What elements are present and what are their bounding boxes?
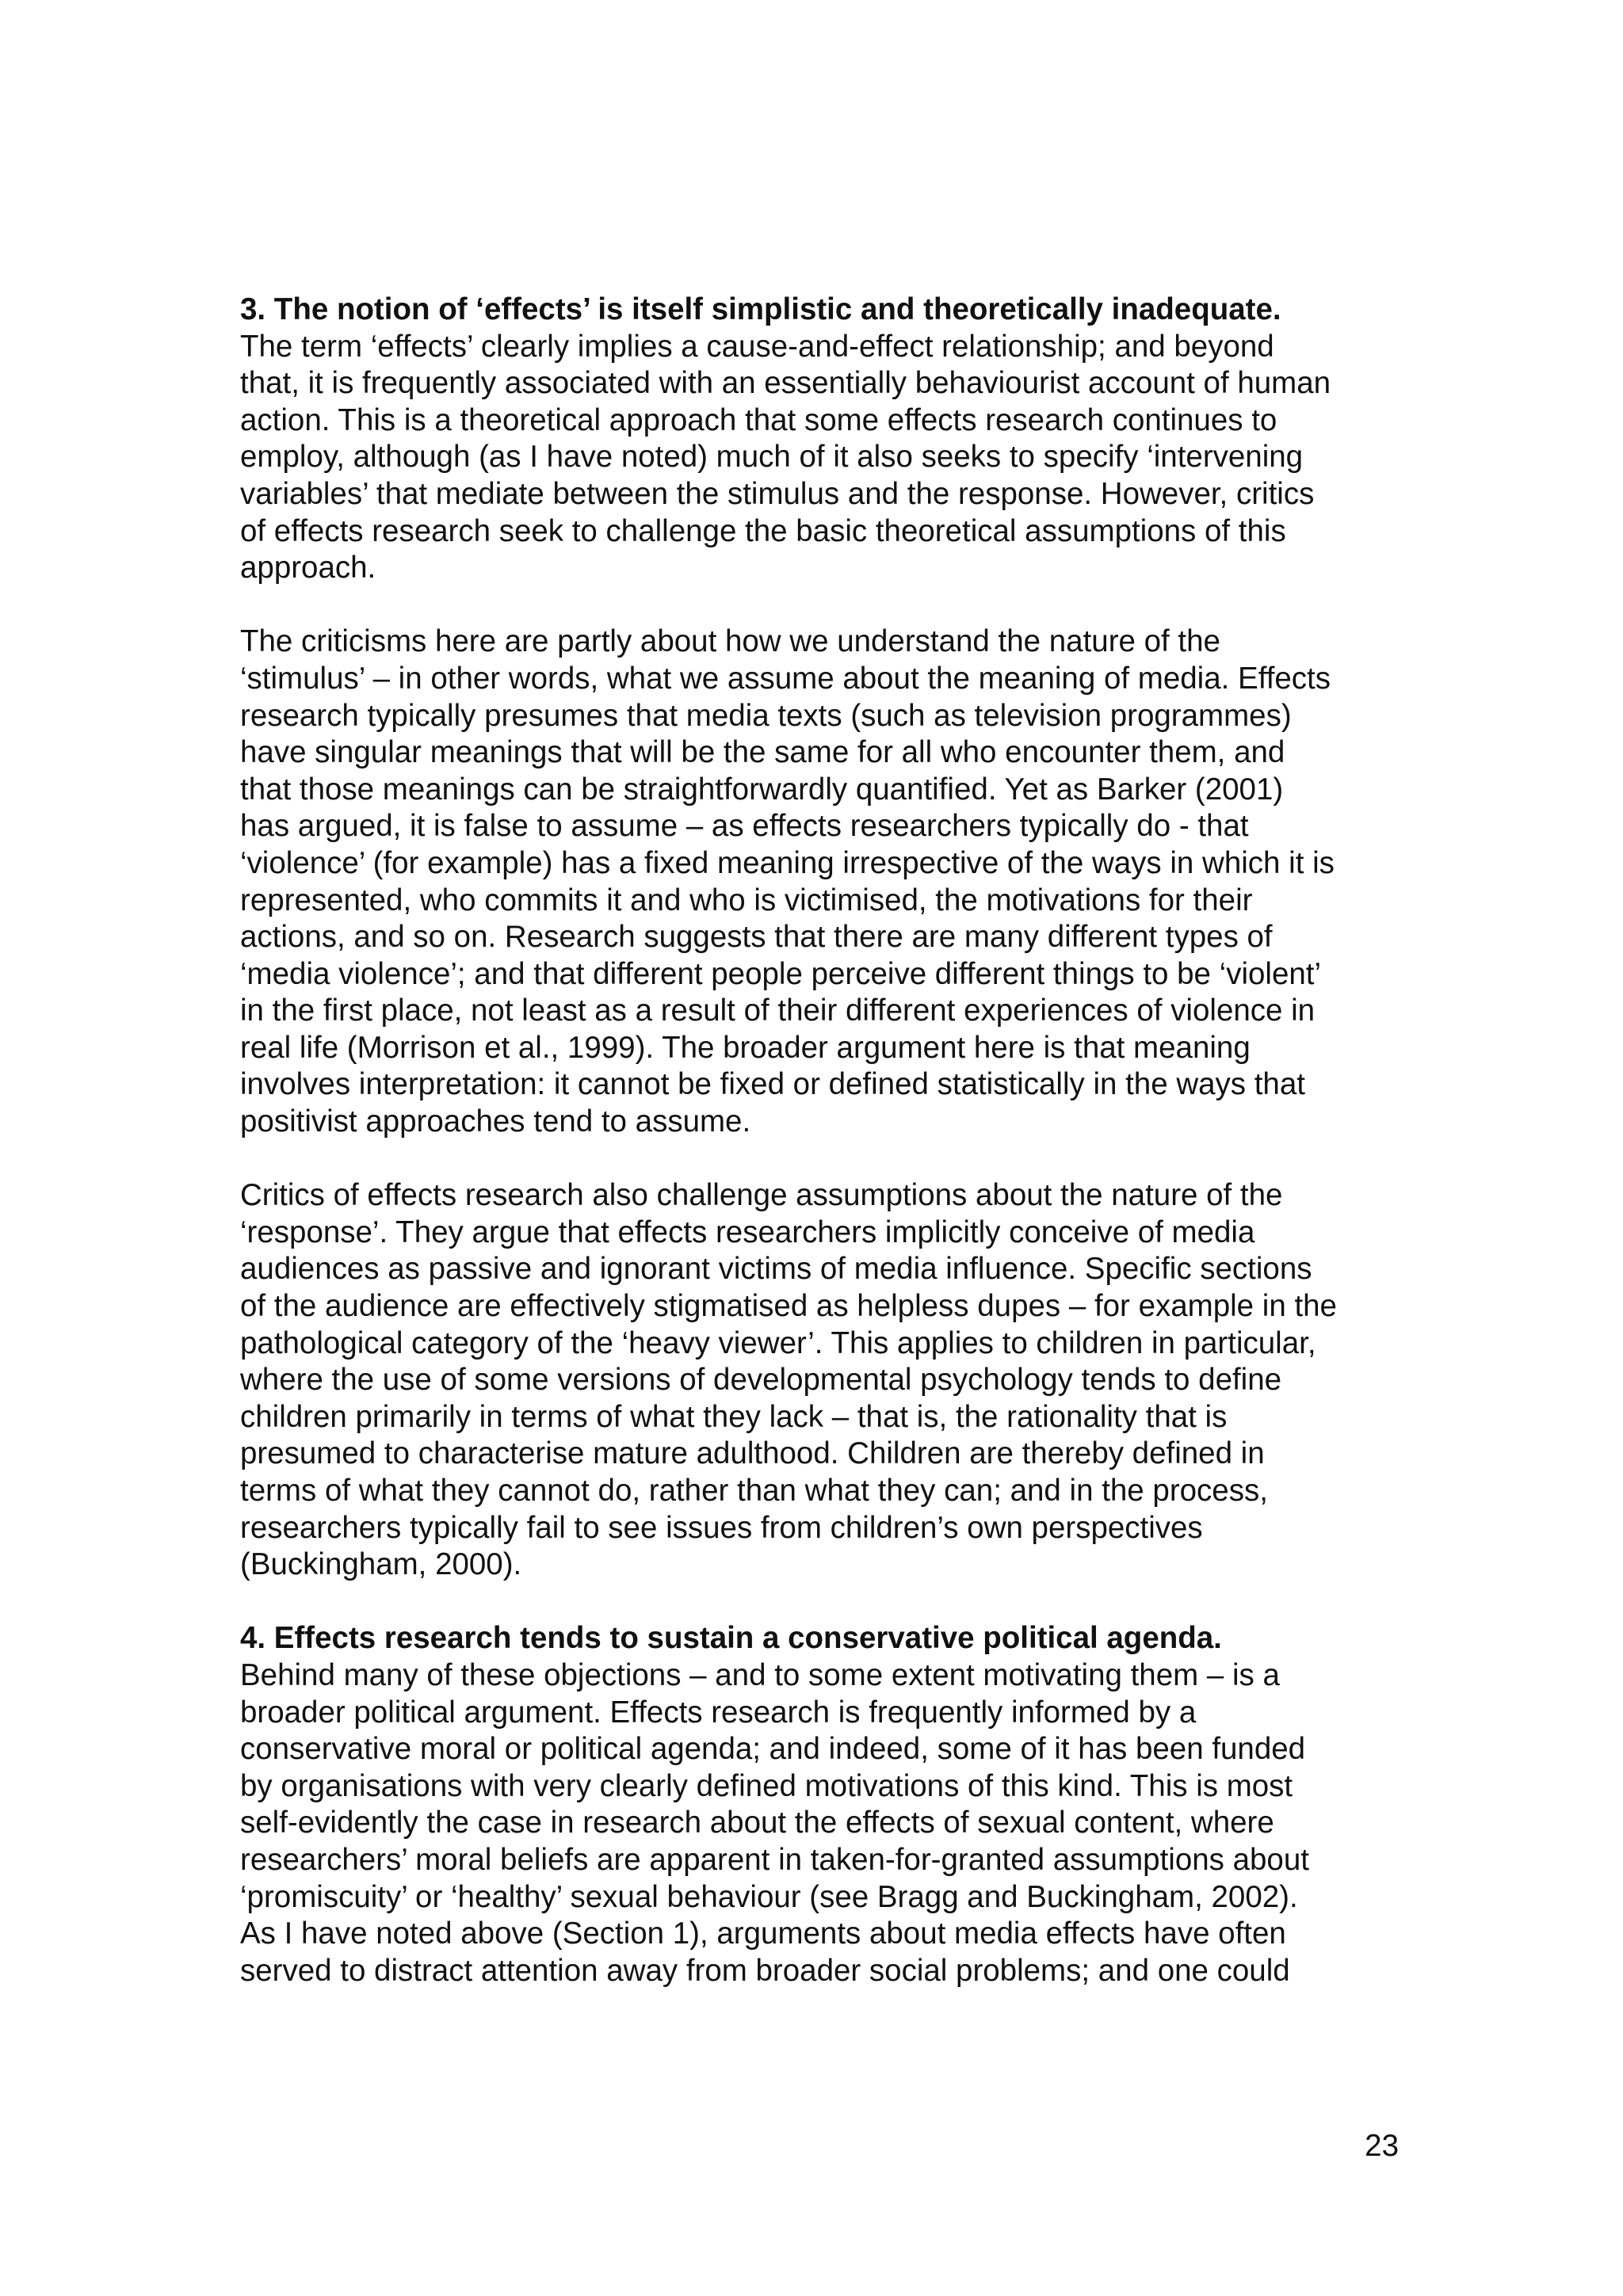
paragraph-political-agenda bbox=[240, 1657, 1399, 1989]
paragraph-stimulus-criticism bbox=[240, 624, 1399, 1140]
text-line: researchers typically fail to see issues from children’s own perspectives bbox=[240, 1510, 1203, 1545]
section-3-heading: 3. The notion of ‘effects’ is itself simplistic and theoretically inadequate. bbox=[240, 292, 1281, 326]
paragraph-response-criticism bbox=[240, 1177, 1399, 1584]
paragraph-effects-term bbox=[240, 329, 1399, 587]
document-body bbox=[240, 292, 1399, 1989]
text-line: ‘media violence’; and that different people perceive different things to be ‘violent’ bbox=[240, 956, 1322, 991]
text-line: pathological category of the ‘heavy viewer’. This applies to children in particular, bbox=[240, 1325, 1316, 1360]
text-line: terms of what they cannot do, rather than what they can; and in the process, bbox=[240, 1474, 1268, 1508]
text-line: Behind many of these objections – and to some extent motivating them – is a bbox=[240, 1657, 1280, 1692]
text-line: (Buckingham, 2000). bbox=[240, 1547, 522, 1582]
text-line: of the audience are effectively stigmatised as helpless dupes – for example in the bbox=[240, 1289, 1337, 1324]
text-line: Critics of effects research also challenge assumptions about the nature of the bbox=[240, 1178, 1283, 1213]
text-line: presumed to characterise mature adulthood. Children are thereby defined in bbox=[240, 1436, 1265, 1471]
text-line: research typically presumes that media texts (such as television programmes) bbox=[240, 698, 1292, 733]
text-line: The term ‘effects’ clearly implies a cause-and-effect relationship; and beyond bbox=[240, 329, 1274, 364]
text-line: approach. bbox=[240, 551, 376, 585]
text-line: ‘promiscuity’ or ‘healthy’ sexual behaviour (see Bragg and Buckingham, 2002). bbox=[240, 1879, 1298, 1914]
text-line: served to distract attention away from broader social problems; and one could bbox=[240, 1953, 1290, 1988]
text-line: represented, who commits it and who is victimised, the motivations for their bbox=[240, 883, 1253, 917]
text-line: in the first place, not least as a result of their different experiences of violence in bbox=[240, 994, 1316, 1028]
paragraph-gap bbox=[240, 587, 1399, 624]
text-line: self-evidently the case in research about the effects of sexual content, where bbox=[240, 1806, 1274, 1840]
text-line: conservative moral or political agenda; and indeed, some of it has been funded bbox=[240, 1732, 1306, 1767]
text-line: children primarily in terms of what they lack – that is, the rationality that is bbox=[240, 1399, 1228, 1434]
text-line: researchers’ moral beliefs are apparent in taken-for-granted assumptions about bbox=[240, 1842, 1309, 1877]
text-line: action. This is a theoretical approach that some effects research continues to bbox=[240, 402, 1277, 437]
text-line: that those meanings can be straightforwardly quantified. Yet as Barker (2001) bbox=[240, 772, 1284, 807]
section-4-heading: 4. Effects research tends to sustain a conservative political agenda. bbox=[240, 1621, 1222, 1656]
text-line: broader political argument. Effects research is frequently informed by a bbox=[240, 1695, 1197, 1730]
text-line: of effects research seek to challenge the basic theoretical assumptions of this bbox=[240, 513, 1286, 548]
text-line: involves interpretation: it cannot be fixed or defined statistically in the ways that bbox=[240, 1067, 1305, 1102]
text-line: The criticisms here are partly about how we understand the nature of the bbox=[240, 624, 1220, 659]
text-line: real life (Morrison et al., 1999). The broader argument here is that meaning bbox=[240, 1030, 1251, 1065]
text-line: employ, although (as I have noted) much of it also seeks to specify ‘intervening bbox=[240, 440, 1304, 475]
text-line: by organisations with very clearly defined motivations of this kind. This is most bbox=[240, 1768, 1293, 1803]
text-line: where the use of some versions of developmental psychology tends to define bbox=[240, 1363, 1282, 1398]
paragraph-gap bbox=[240, 1141, 1399, 1178]
page-number: 23 bbox=[1365, 2129, 1399, 2163]
text-line: that, it is frequently associated with an essentially behaviourist account of human bbox=[240, 366, 1331, 401]
text-line: ‘stimulus’ – in other words, what we assume about the meaning of media. Effects bbox=[240, 661, 1331, 696]
text-line: ‘response’. They argue that effects researchers implicitly conceive of media bbox=[240, 1215, 1255, 1249]
text-line: have singular meanings that will be the same for all who encounter them, and bbox=[240, 735, 1285, 770]
text-line: variables’ that mediate between the stimulus and the response. However, critics bbox=[240, 476, 1315, 511]
text-line: audiences as passive and ignorant victims of media influence. Specific sections bbox=[240, 1252, 1312, 1287]
text-line: As I have noted above (Section 1), arguments about media effects have often bbox=[240, 1917, 1286, 1951]
text-line: has argued, it is false to assume – as effects researchers typically do - that bbox=[240, 809, 1249, 844]
text-line: actions, and so on. Research suggests that there are many different types of bbox=[240, 920, 1273, 955]
text-line: ‘violence’ (for example) has a fixed meaning irrespective of the ways in which it is bbox=[240, 845, 1335, 880]
paragraph-gap bbox=[240, 1584, 1399, 1621]
text-line: positivist approaches tend to assume. bbox=[240, 1104, 751, 1139]
